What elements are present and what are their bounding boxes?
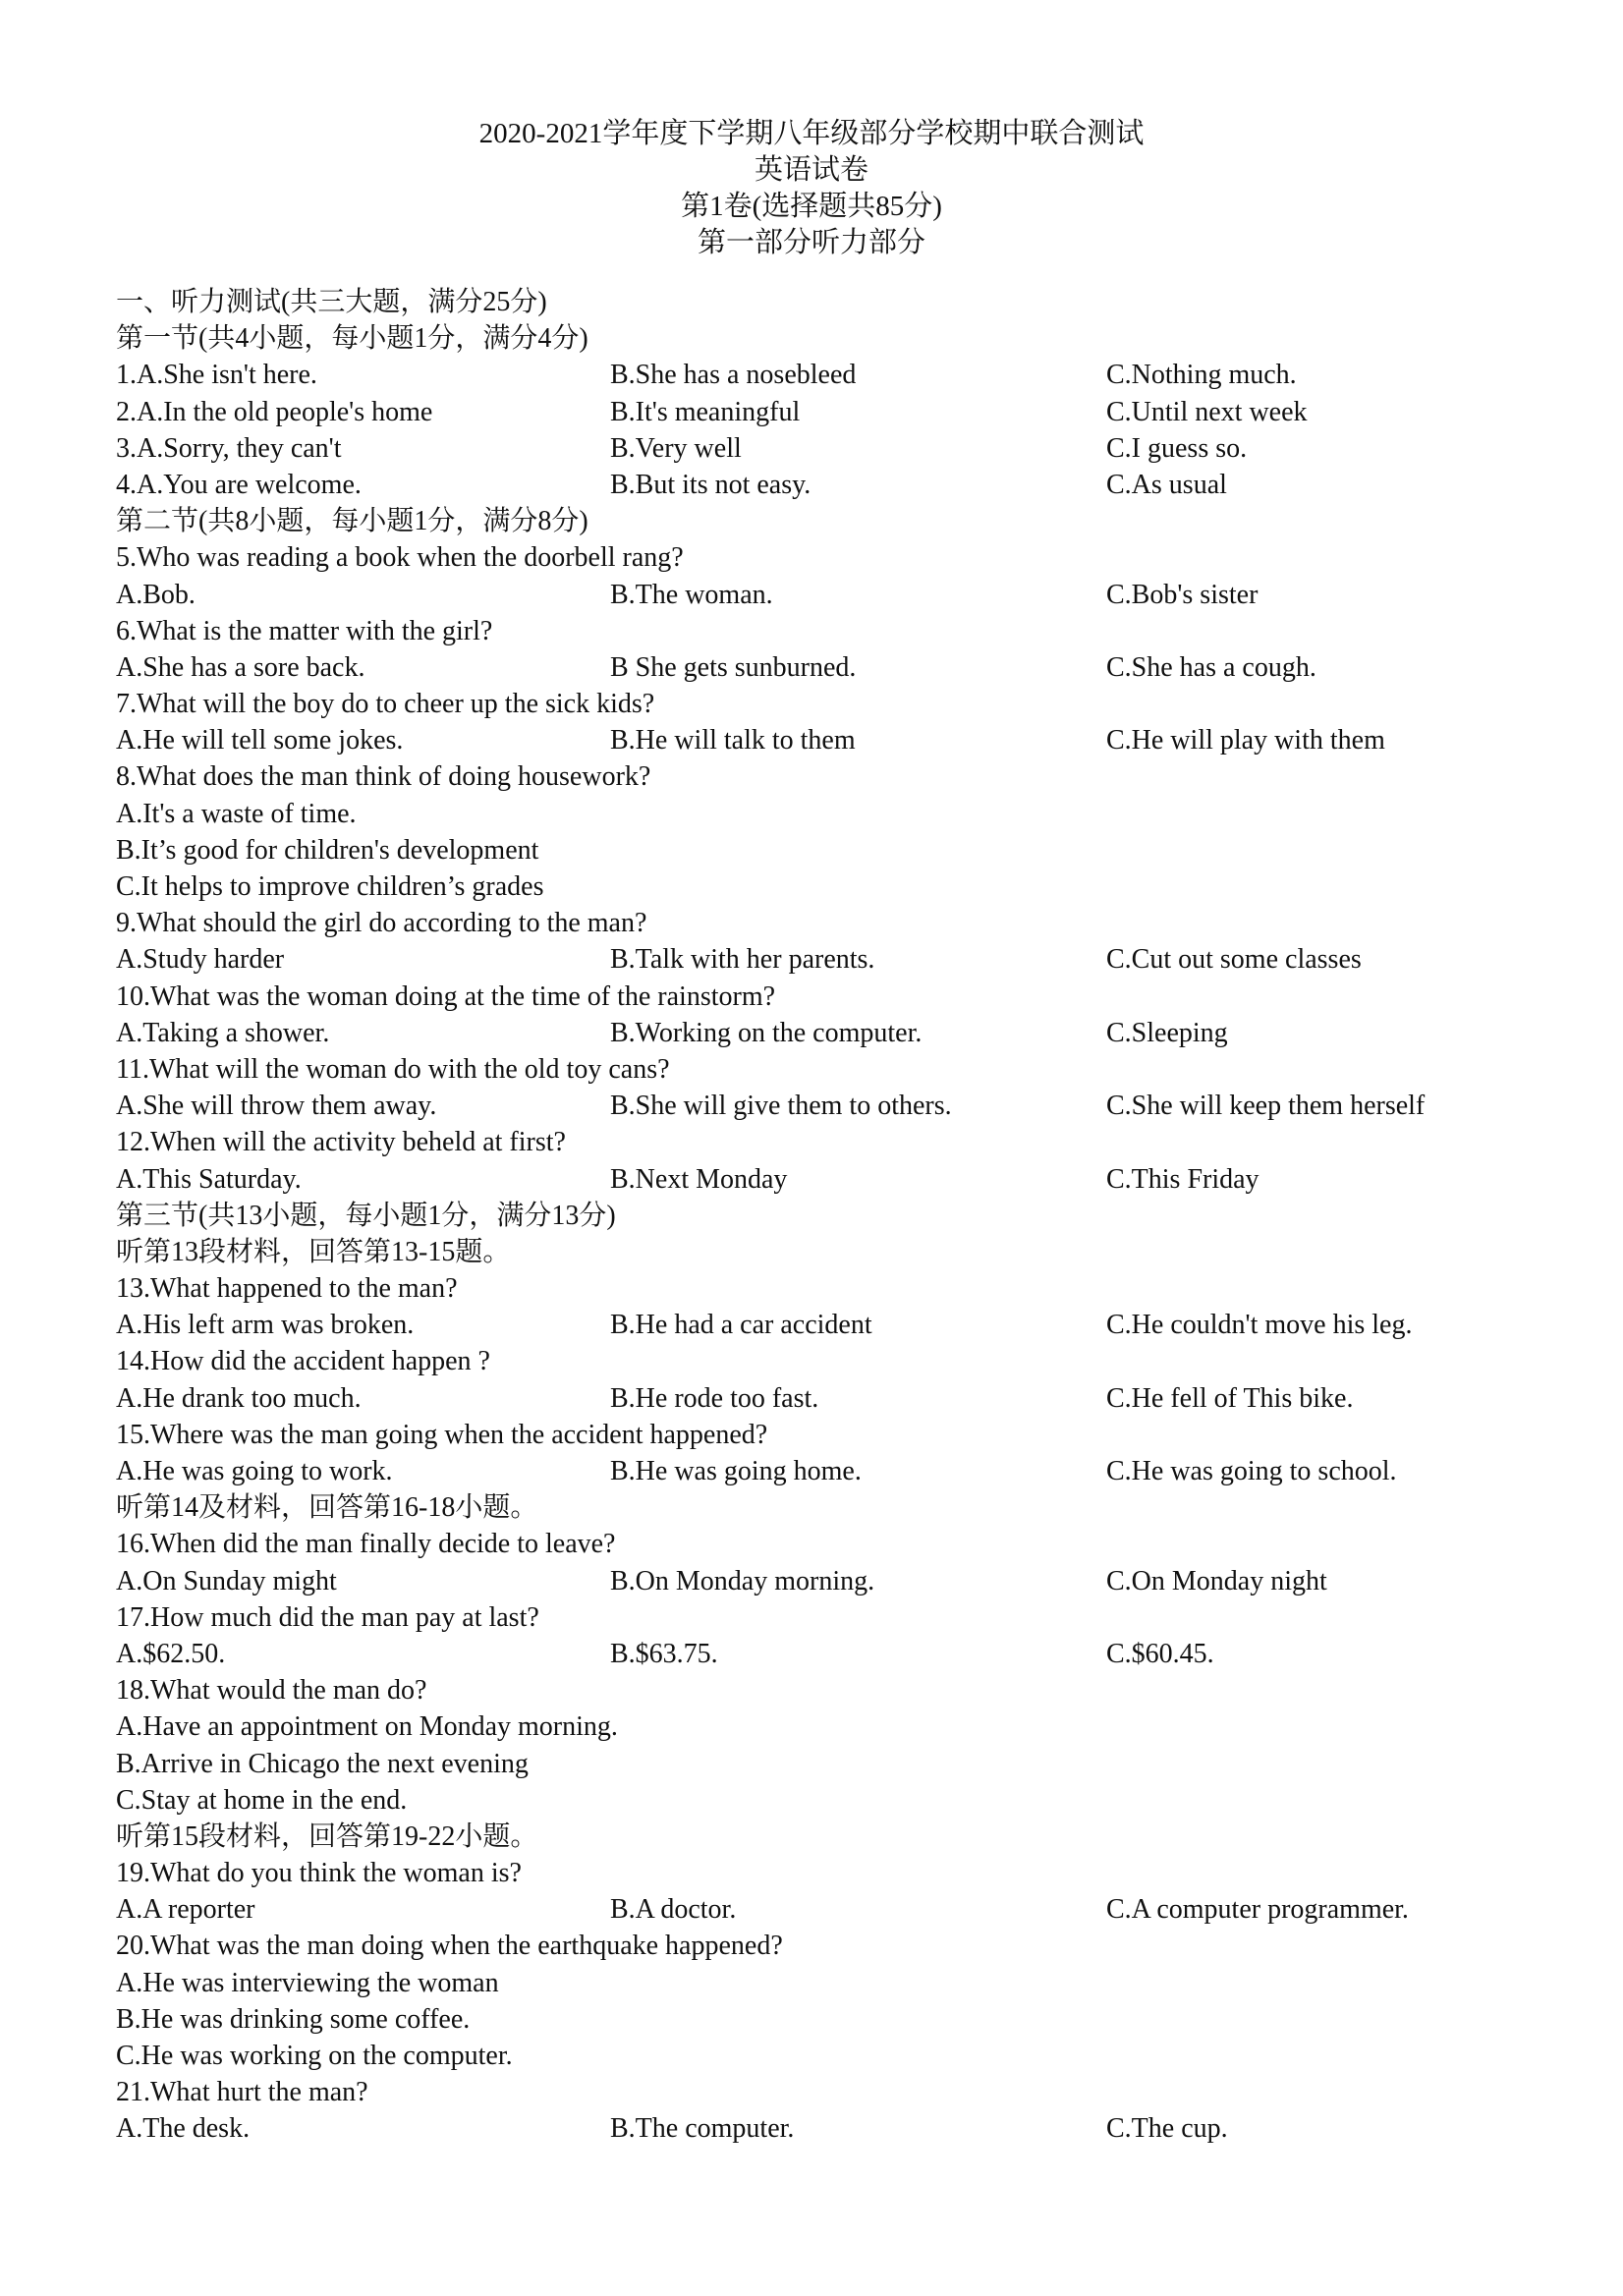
answer-option-c: C.He was going to school. bbox=[1106, 1456, 1397, 1486]
text-line: 14.How did the accident happen ? bbox=[116, 1346, 490, 1377]
answer-options-row bbox=[116, 1380, 1511, 1417]
answer-option-a: 1.A.She isn't here. bbox=[116, 360, 317, 391]
answer-option-a: A.Taking a shower. bbox=[116, 1017, 330, 1048]
answer-options-row bbox=[116, 941, 1511, 978]
answer-option-b: B.Very well bbox=[610, 432, 742, 464]
text-line: B.It’s good for children's development bbox=[116, 834, 539, 866]
answer-option-c: C.The cup. bbox=[1106, 2113, 1228, 2145]
answer-options-row bbox=[116, 649, 1511, 686]
answer-option-b: B.Working on the computer. bbox=[610, 1017, 923, 1048]
answer-option-c: C.Nothing much. bbox=[1106, 360, 1297, 391]
text-line: 15.Where was the man going when the accident happened? bbox=[116, 1419, 768, 1450]
text-line: B.He was drinking some coffee. bbox=[116, 2003, 471, 2035]
answer-options-row bbox=[116, 1088, 1511, 1124]
text-line: 11.What will the woman do with the old toy cans? bbox=[116, 1053, 670, 1085]
text-line: 5.Who was reading a book when the doorbell rang? bbox=[116, 542, 684, 574]
text-line: C.It helps to improve children’s grades bbox=[116, 871, 544, 902]
answer-option-b: B.Talk with her parents. bbox=[610, 944, 875, 976]
answer-option-b: B.He rode too fast. bbox=[610, 1382, 819, 1414]
answer-option-a: A.He was going to work. bbox=[116, 1456, 393, 1486]
answer-option-a: A.Study harder bbox=[116, 944, 285, 976]
text-line: 20.What was the man doing when the earthquake happened? bbox=[116, 1931, 783, 1962]
answer-option-a: A.$62.50. bbox=[116, 1638, 226, 1669]
answer-options-row bbox=[116, 430, 1511, 467]
exam-volume: 第1卷(选择题共85分) bbox=[681, 191, 942, 222]
text-line: 听第14及材料，回答第16-18小题。 bbox=[116, 1492, 538, 1524]
answer-option-a: A.She will throw them away. bbox=[116, 1091, 437, 1122]
exam-part: 第一部分听力部分 bbox=[697, 227, 925, 258]
exam-title: 2020-2021学年度下学期八年级部分学校期中联合测试 bbox=[478, 118, 1145, 149]
answer-options-row bbox=[116, 394, 1511, 430]
answer-option-a: A.On Sunday might bbox=[116, 1565, 337, 1596]
answer-option-a: A.He will tell some jokes. bbox=[116, 725, 404, 756]
text-line: 12.When will the activity beheld at first? bbox=[116, 1127, 566, 1158]
answer-option-a: A.His left arm was broken. bbox=[116, 1310, 415, 1341]
answer-option-b: B.He will talk to them bbox=[610, 725, 856, 756]
answer-option-a: A.She has a sore back. bbox=[116, 651, 365, 683]
exam-content bbox=[116, 284, 1511, 2148]
answer-option-b: B.It's meaningful bbox=[610, 396, 801, 427]
text-line: 21.What hurt the man? bbox=[116, 2077, 368, 2108]
answer-option-a: A.This Saturday. bbox=[116, 1163, 302, 1195]
text-line: 一、听力测试(共三大题，满分25分) bbox=[116, 287, 547, 317]
answer-options-row bbox=[116, 1307, 1511, 1343]
answer-option-c: C.I guess so. bbox=[1106, 432, 1248, 464]
answer-options-row bbox=[116, 1891, 1511, 1928]
answer-option-b: B.He had a car accident bbox=[610, 1310, 872, 1341]
answer-option-b: B.A doctor. bbox=[610, 1894, 737, 1926]
answer-option-c: C.$60.45. bbox=[1106, 1638, 1214, 1669]
text-line: A.Have an appointment on Monday morning. bbox=[116, 1711, 618, 1743]
answer-option-a: A.He drank too much. bbox=[116, 1382, 362, 1414]
text-line: 13.What happened to the man? bbox=[116, 1273, 458, 1305]
answer-option-b: B.But its not easy. bbox=[610, 469, 812, 500]
exam-header bbox=[0, 116, 1623, 261]
answer-option-a: 3.A.Sorry, they can't bbox=[116, 432, 342, 464]
answer-option-a: A.The desk. bbox=[116, 2113, 251, 2145]
text-line: C.He was working on the computer. bbox=[116, 2041, 513, 2071]
text-line: A.It's a waste of time. bbox=[116, 798, 357, 829]
answer-option-c: C.A computer programmer. bbox=[1106, 1894, 1409, 1926]
answer-option-b: B.Next Monday bbox=[610, 1163, 788, 1195]
text-line: 第二节(共8小题，每小题1分，满分8分) bbox=[116, 506, 588, 537]
text-line: 16.When did the man finally decide to leave? bbox=[116, 1529, 616, 1560]
text-line: 7.What will the boy do to cheer up the sick kids? bbox=[116, 689, 655, 720]
answer-option-b: B.The computer. bbox=[610, 2113, 795, 2145]
answer-option-c: C.Until next week bbox=[1106, 396, 1308, 427]
answer-option-a: A.Bob. bbox=[116, 579, 196, 610]
answer-options-row bbox=[116, 1161, 1511, 1198]
answer-option-b: B She gets sunburned. bbox=[610, 651, 857, 683]
answer-option-c: C.He couldn't move his leg. bbox=[1106, 1310, 1413, 1341]
text-line: 第三节(共13小题，每小题1分，满分13分) bbox=[116, 1200, 616, 1231]
answer-option-c: C.He fell of This bike. bbox=[1106, 1382, 1354, 1414]
answer-option-c: C.On Monday night bbox=[1106, 1565, 1327, 1596]
answer-option-b: B.She has a nosebleed bbox=[610, 360, 857, 391]
text-line: 8.What does the man think of doing housework? bbox=[116, 761, 651, 793]
answer-options-row bbox=[116, 2110, 1511, 2147]
text-line: B.Arrive in Chicago the next evening bbox=[116, 1748, 529, 1779]
answer-option-c: C.Sleeping bbox=[1106, 1017, 1228, 1048]
text-line: 听第15段材料，回答第19-22小题。 bbox=[116, 1820, 538, 1852]
answer-options-row bbox=[116, 467, 1511, 503]
answer-option-c: C.She will keep them herself bbox=[1106, 1091, 1426, 1122]
answer-option-b: B.On Monday morning. bbox=[610, 1565, 875, 1596]
answer-option-c: C.She has a cough. bbox=[1106, 651, 1316, 683]
answer-option-a: A.A reporter bbox=[116, 1894, 255, 1926]
answer-option-b: B.She will give them to others. bbox=[610, 1091, 952, 1122]
answer-option-b: B.He was going home. bbox=[610, 1456, 862, 1486]
answer-option-c: C.This Friday bbox=[1106, 1163, 1259, 1195]
answer-options-row bbox=[116, 577, 1511, 613]
text-line: 9.What should the girl do according to the man? bbox=[116, 908, 647, 939]
text-line: 17.How much did the man pay at last? bbox=[116, 1601, 539, 1633]
answer-options-row bbox=[116, 1015, 1511, 1051]
answer-option-c: C.Cut out some classes bbox=[1106, 944, 1362, 976]
answer-option-c: C.Bob's sister bbox=[1106, 579, 1259, 610]
answer-options-row bbox=[116, 1563, 1511, 1599]
answer-options-row bbox=[116, 1453, 1511, 1489]
answer-option-a: 2.A.In the old people's home bbox=[116, 396, 433, 427]
text-line: 19.What do you think the woman is? bbox=[116, 1858, 522, 1889]
answer-options-row bbox=[116, 1636, 1511, 1672]
text-line: 6.What is the matter with the girl? bbox=[116, 615, 493, 646]
answer-option-b: B.$63.75. bbox=[610, 1638, 718, 1669]
answer-option-a: 4.A.You are welcome. bbox=[116, 469, 362, 500]
text-line: 10.What was the woman doing at the time of the rainstorm? bbox=[116, 980, 776, 1012]
text-line: 18.What would the man do? bbox=[116, 1675, 427, 1707]
answer-options-row bbox=[116, 357, 1511, 393]
answer-option-c: C.As usual bbox=[1106, 469, 1227, 500]
text-line: 听第13段材料，回答第13-15题。 bbox=[116, 1236, 511, 1267]
answer-option-b: B.The woman. bbox=[610, 579, 773, 610]
answer-options-row bbox=[116, 722, 1511, 758]
text-line: 第一节(共4小题，每小题1分，满分4分) bbox=[116, 323, 588, 355]
text-line: A.He was interviewing the woman bbox=[116, 1967, 499, 1998]
text-line: C.Stay at home in the end. bbox=[116, 1784, 408, 1816]
answer-option-c: C.He will play with them bbox=[1106, 725, 1385, 756]
exam-subject: 英语试卷 bbox=[754, 154, 868, 186]
